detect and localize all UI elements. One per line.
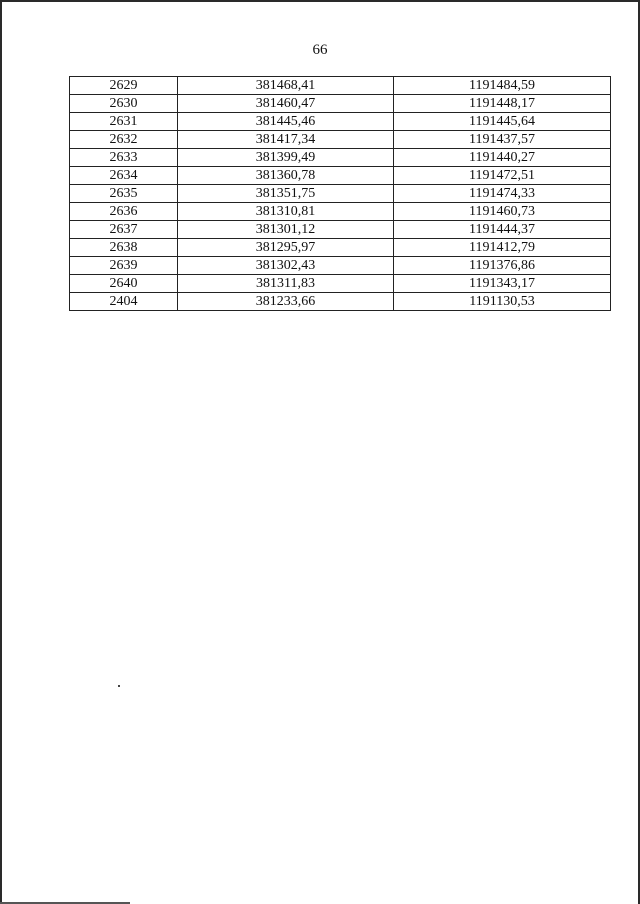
y-coordinate-cell: 1191343,17 — [394, 275, 611, 293]
point-number-cell: 2637 — [70, 221, 178, 239]
table-row — [70, 293, 611, 311]
table-row — [70, 149, 611, 167]
page-top-edge — [0, 0, 640, 2]
point-number-cell: 2636 — [70, 203, 178, 221]
x-coordinate-cell: 381460,47 — [178, 95, 394, 113]
x-coordinate-cell: 381351,75 — [178, 185, 394, 203]
x-coordinate-cell: 381360,78 — [178, 167, 394, 185]
x-coordinate-cell: 381399,49 — [178, 149, 394, 167]
table-row — [70, 203, 611, 221]
point-number-cell: 2630 — [70, 95, 178, 113]
x-coordinate-cell: 381233,66 — [178, 293, 394, 311]
page-number: 66 — [312, 42, 328, 58]
table-row — [70, 131, 611, 149]
point-number-cell: 2638 — [70, 239, 178, 257]
x-coordinate-cell: 381295,97 — [178, 239, 394, 257]
y-coordinate-cell: 1191484,59 — [394, 77, 611, 95]
table-row — [70, 95, 611, 113]
table-row — [70, 221, 611, 239]
y-coordinate-cell: 1191445,64 — [394, 113, 611, 131]
point-number-cell: 2633 — [70, 149, 178, 167]
y-coordinate-cell: 1191444,37 — [394, 221, 611, 239]
y-coordinate-cell: 1191376,86 — [394, 257, 611, 275]
y-coordinate-cell: 1191474,33 — [394, 185, 611, 203]
y-coordinate-cell: 1191460,73 — [394, 203, 611, 221]
x-coordinate-cell: 381468,41 — [178, 77, 394, 95]
y-coordinate-cell: 1191412,79 — [394, 239, 611, 257]
point-number-cell: 2632 — [70, 131, 178, 149]
table-row — [70, 113, 611, 131]
point-number-cell: 2640 — [70, 275, 178, 293]
x-coordinate-cell: 381310,81 — [178, 203, 394, 221]
y-coordinate-cell: 1191448,17 — [394, 95, 611, 113]
point-number-cell: 2404 — [70, 293, 178, 311]
table-row — [70, 77, 611, 95]
scan-speck — [118, 685, 120, 687]
point-number-cell: 2639 — [70, 257, 178, 275]
x-coordinate-cell: 381301,12 — [178, 221, 394, 239]
table-row — [70, 275, 611, 293]
x-coordinate-cell: 381445,46 — [178, 113, 394, 131]
y-coordinate-cell: 1191130,53 — [394, 293, 611, 311]
point-number-cell: 2631 — [70, 113, 178, 131]
table-row — [70, 185, 611, 203]
table-row — [70, 239, 611, 257]
x-coordinate-cell: 381302,43 — [178, 257, 394, 275]
y-coordinate-cell: 1191437,57 — [394, 131, 611, 149]
table-row — [70, 257, 611, 275]
point-number-cell: 2634 — [70, 167, 178, 185]
table-row — [70, 167, 611, 185]
page-left-edge — [0, 0, 2, 904]
point-number-cell: 2635 — [70, 185, 178, 203]
coordinates-table — [69, 76, 611, 311]
x-coordinate-cell: 381417,34 — [178, 131, 394, 149]
x-coordinate-cell: 381311,83 — [178, 275, 394, 293]
y-coordinate-cell: 1191472,51 — [394, 167, 611, 185]
point-number-cell: 2629 — [70, 77, 178, 95]
y-coordinate-cell: 1191440,27 — [394, 149, 611, 167]
